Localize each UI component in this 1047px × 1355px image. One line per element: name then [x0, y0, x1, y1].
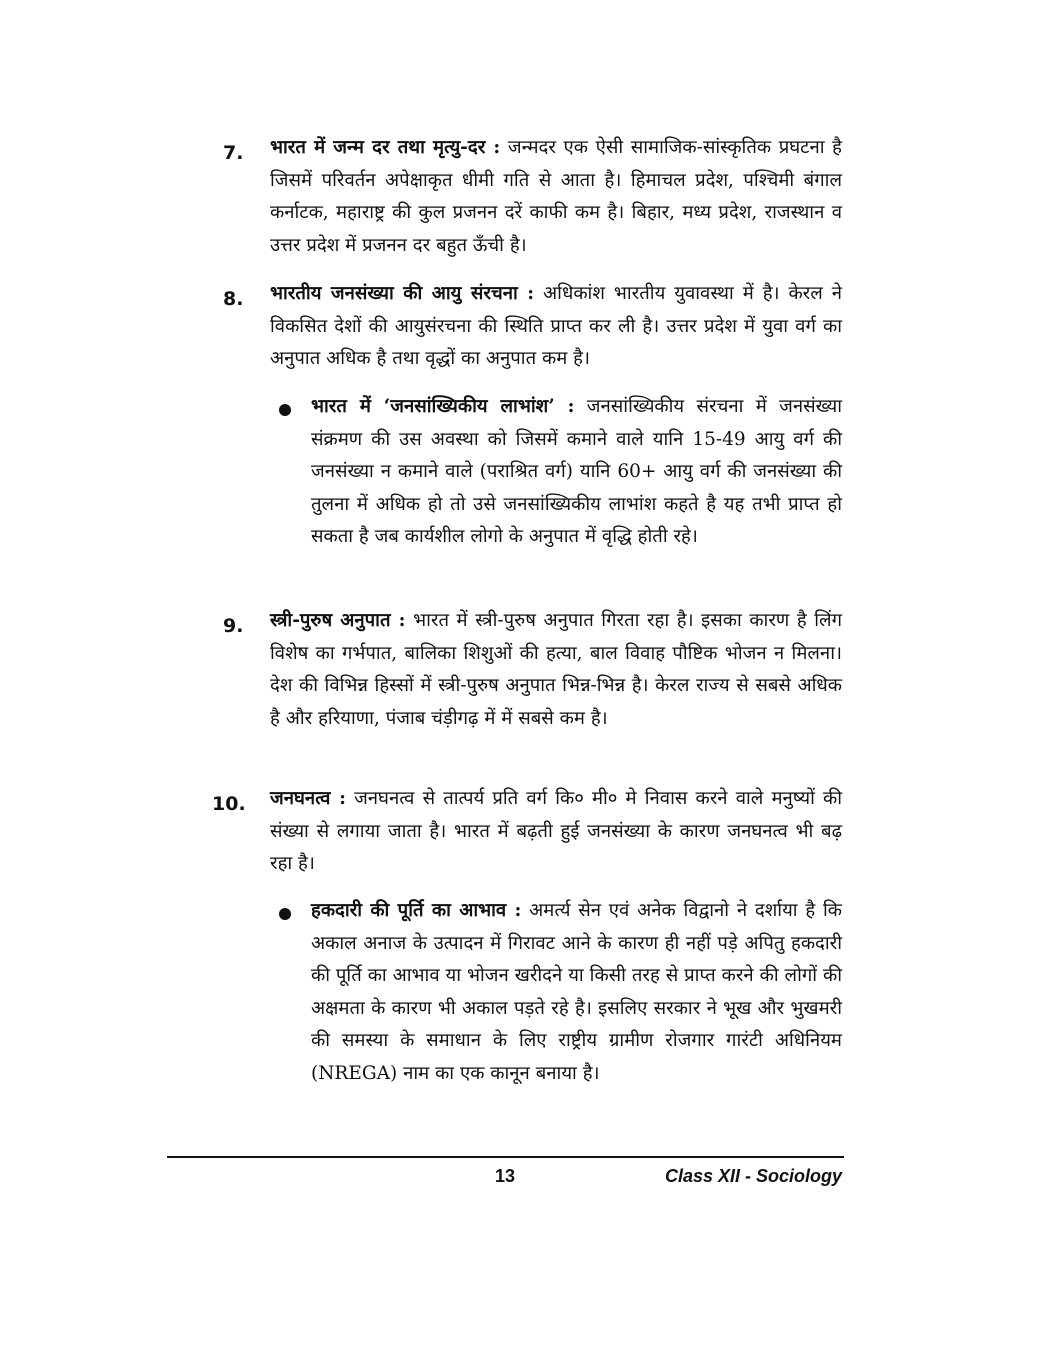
section-text — [270, 783, 842, 881]
section-text — [270, 132, 842, 262]
section-body: जन्मदर एक ऐसी सामाजिक-सांस्कृतिक प्रघटना है जिसमें परिवर्तन अपेक्षाकृत धीमी गति से आता है। हिमाचल प्रदेश, पश्चिमी बंगाल कर्नाटक, महाराष्ट्र की कुल प्रजनन दरें काफी कम है। बिहार, मध्य प्रदेश, राजस्थान व उत्तर प्रदेश में प्रजनन दर बहुत ऊँची है। — [270, 137, 842, 256]
bullet-icon — [279, 404, 291, 416]
section-number: 8. — [223, 288, 244, 310]
bullet-heading: भारत में ‘जनसांख्यिकीय लाभांश’ : — [311, 396, 575, 417]
section-heading: स्त्री-पुरुष अनुपात : — [270, 610, 406, 631]
section-number: 7. — [223, 142, 244, 164]
section-number: 9. — [223, 615, 244, 637]
section-body: भारत में स्त्री-पुरुष अनुपात गिरता रहा है। इसका कारण है लिंग विशेष का गर्भपात, बालिका शिशुओं की हत्या, बाल विवाह पौष्टिक भोजन न मिलना। देश की विभिन्न हिस्सों में स्त्री-पुरुष अनुपात भिन्न-भिन्न है। केरल राज्य से सबसे अधिक है और हरियाणा, पंजाब चंड़ीगढ़ में में सबसे कम है। — [270, 610, 842, 729]
bullet-heading: हकदारी की पूर्ति का आभाव : — [311, 900, 522, 921]
page-number: 13 — [494, 1166, 516, 1186]
bullet-body: अमर्त्य सेन एवं अनेक विद्वानो ने दर्शाया है कि अकाल अनाज के उत्पादन में गिरावट आने के कारण ही नहीं पड़े अपितु हकदारी की पूर्ति का आभाव या भोजन खरीदने या किसी तरह से प्राप्त करने की लोगों की अक्षमता के कारण भी अकाल पड़ते रहे है। इसलिए सरकार ने भूख और भुखमरी की समस्या के समाधान के लिए राष्ट्रीय ग्रामीण रोजगार गारंटी अधिनियम (NREGA) नाम का एक कानून बनाया है। — [311, 900, 842, 1084]
section-body: अधिकांश भारतीय युवावस्था में है। केरल ने विकसित देशों की आयुसंरचना की स्थिति प्राप्त कर ली है। उत्तर प्रदेश में युवा वर्ग का अनुपात अधिक है तथा वृद्धों का अनुपात कम है। — [270, 283, 842, 369]
section-number: 10. — [212, 793, 246, 815]
bullet-text — [311, 895, 842, 1090]
section-heading: भारतीय जनसंख्या की आयु संरचना : — [270, 283, 535, 304]
section-text — [270, 278, 842, 376]
bullet-text — [311, 391, 842, 554]
section-text — [270, 605, 842, 735]
section-heading: जनघनत्व : — [270, 788, 346, 809]
footer-title: Class XII - Sociology — [664, 1166, 842, 1186]
section-body: जनघनत्व से तात्पर्य प्रति वर्ग कि० मी० मे निवास करने वाले मनुष्यों की संख्या से लगाया जाता है। भारत में बढ़ती हुई जनसंख्या के कारण जनघनत्व भी बढ़ रहा है। — [270, 788, 843, 874]
bullet-icon — [279, 908, 291, 920]
footer-rule — [167, 1156, 844, 1158]
section-heading: भारत में जन्म दर तथा मृत्यु-दर : — [270, 137, 501, 158]
bullet-body: जनसांख्यिकीय संरचना में जनसंख्या संक्रमण की उस अवस्था को जिसमें कमाने वाले यानि 15-49 आयु वर्ग की जनसंख्या न कमाने वाले (पराश्रित वर्ग) यानि 60+ आयु वर्ग की जनसंख्या की तुलना में अधिक हो तो उसे जनसांख्यिकीय लाभांश कहते है यह तभी प्राप्त हो सकता है जब कार्यशील लोगो के अनुपात में वृद्धि होती रहे। — [311, 396, 842, 547]
